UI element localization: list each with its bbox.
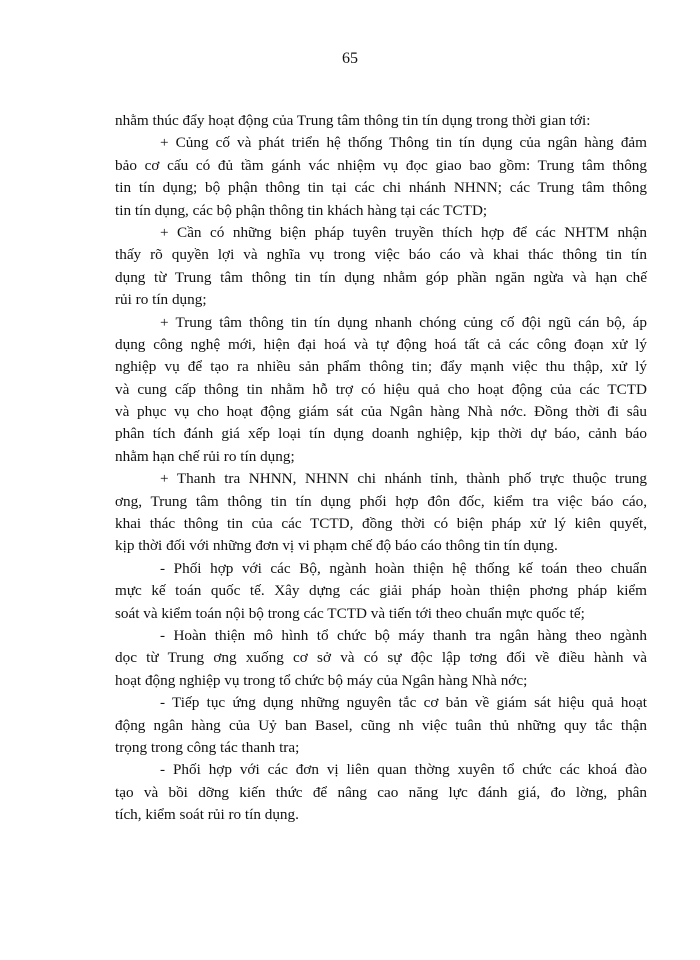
text-line: và cung cấp thông tin nhằm hỗ trợ có hiệu quả cho hoạt động của các TCTD <box>115 380 647 398</box>
text-line: trọng trong công tác thanh tra; <box>115 738 300 756</box>
text-line: tin tín dụng, các bộ phận thông tin khách hàng tại các TCTD; <box>115 201 488 219</box>
paragraph <box>115 222 647 312</box>
paragraph <box>115 110 647 132</box>
text-line: tạo và bồi dỡng kiến thức để nâng cao năng lực đánh giá, đo lờng, phân <box>115 783 647 801</box>
page-number: 65 <box>342 50 358 67</box>
text-line: nhằm thúc đẩy hoạt động của Trung tâm thông tin tín dụng trong thời gian tới: <box>115 112 591 129</box>
paragraph <box>115 558 647 625</box>
text-line: + Củng cố và phát triển hệ thống Thông tin tín dụng của ngân hàng đảm <box>160 134 647 152</box>
text-line: nghiệp vụ để tạo ra nhiều sản phẩm thông tin; đẩy mạnh việc thu thập, xử lý <box>115 358 647 376</box>
text-line: khai thác thông tin của các TCTD, đồng thời có biện pháp xử lý kiên quyết, <box>115 515 647 533</box>
text-line: tích, kiểm soát rủi ro tín dụng. <box>115 806 299 824</box>
text-line: mực kế toán quốc tế. Xây dựng các giải pháp hoàn thiện phơng pháp kiểm <box>115 582 647 600</box>
text-line: - Phối hợp với các đơn vị liên quan thờng xuyên tổ chức các khoá đào <box>160 761 647 779</box>
paragraph <box>115 625 647 692</box>
text-line: kịp thời đối với những đơn vị vi phạm chế độ báo cáo thông tin tín dụng. <box>115 537 558 555</box>
text-line: - Tiếp tục ứng dụng những nguyên tắc cơ bản về giám sát hiệu quả hoạt <box>160 694 647 712</box>
text-line: - Hoàn thiện mô hình tổ chức bộ máy thanh tra ngân hàng theo ngành <box>160 626 647 644</box>
text-line: phân tích đánh giá xếp loại tín dụng doanh nghiệp, kịp thời dự báo, cảnh báo <box>115 425 647 443</box>
text-line: soát và kiểm toán nội bộ trong các TCTD và tiến tới theo chuẩn mực quốc tế; <box>115 604 585 622</box>
paragraph <box>115 759 647 826</box>
text-line: động ngân hàng của Uỷ ban Basel, cũng nh việc tuân thủ những quy tắc thận <box>115 716 647 734</box>
document-body <box>115 110 647 827</box>
text-line: dụng công nghệ mới, hiện đại hoá và tự động hoá tất cả các công đoạn xử lý <box>115 335 647 353</box>
text-line: tin tín dụng; bộ phận thông tin tại các chi nhánh NHNN; các Trung tâm thông <box>115 179 647 197</box>
text-line: và phục vụ cho hoạt động giám sát của Ngân hàng Nhà nớc. Đồng thời đi sâu <box>115 403 647 421</box>
text-line: - Phối hợp với các Bộ, ngành hoàn thiện hệ thống kế toán theo chuẩn <box>160 559 647 577</box>
text-line: dụng từ Trung tâm thông tin tín dụng nhằm góp phần ngăn ngừa và hạn chế <box>115 268 647 286</box>
text-line: + Thanh tra NHNN, NHNN chi nhánh tỉnh, thành phố trực thuộc trung <box>160 470 647 488</box>
text-line: hoạt động nghiệp vụ trong tổ chức bộ máy của Ngân hàng Nhà nớc; <box>115 671 528 689</box>
text-line: bảo cơ cấu có đủ tầm gánh vác nhiệm vụ đọc giao bao gồm: Trung tâm thông <box>115 156 647 174</box>
paragraph <box>115 692 647 759</box>
text-line: thấy rõ quyền lợi và nghĩa vụ trong việc báo cáo và khai thác thông tin tín <box>115 246 647 264</box>
text-line: ơng, Trung tâm thông tin tín dụng phối hợp đôn đốc, kiểm tra việc báo cáo, <box>115 492 647 510</box>
text-line: + Cần có những biện pháp tuyên truyền thích hợp để các NHTM nhận <box>160 223 647 241</box>
text-line: nhằm hạn chế rủi ro tín dụng; <box>115 447 295 465</box>
text-line: rủi ro tín dụng; <box>115 291 207 309</box>
text-line: dọc từ Trung ơng xuống cơ sở và có sự độc lập tơng đối về điều hành và <box>115 649 647 667</box>
text-line: + Trung tâm thông tin tín dụng nhanh chóng củng cố đội ngũ cán bộ, áp <box>160 313 647 331</box>
paragraph <box>115 468 647 558</box>
paragraph <box>115 132 647 222</box>
paragraph <box>115 312 647 469</box>
